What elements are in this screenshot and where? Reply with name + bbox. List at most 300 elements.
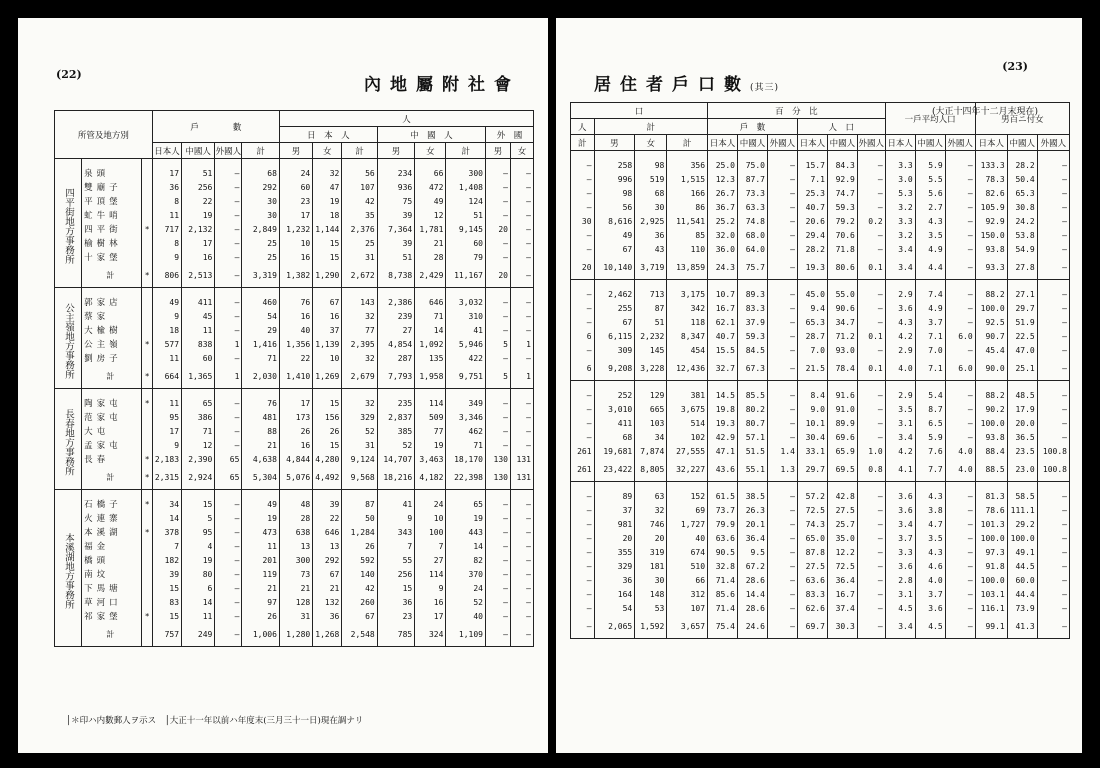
cell-value: 37: [313, 324, 342, 338]
total-row: [55, 265, 534, 288]
cell-value: 1,284: [342, 526, 377, 540]
cell-value: 92.9: [827, 173, 857, 187]
total-value: 4.1: [885, 459, 915, 482]
cell-value: 329: [594, 560, 635, 574]
total-value: 1,268: [313, 624, 342, 647]
cell-value: 2.9: [885, 381, 915, 404]
header-jp-female: 女: [313, 143, 342, 159]
total-value: 2,065: [594, 616, 635, 639]
cell-value: 514: [667, 417, 708, 431]
cell-value: 49.1: [1007, 546, 1037, 560]
cell-value: 16: [415, 596, 446, 610]
cell-value: 135: [415, 352, 446, 366]
cell-value: —: [510, 526, 533, 540]
total-value: 11,167: [446, 265, 486, 288]
cell-value: 10.1: [797, 417, 827, 431]
total-value: —: [945, 257, 975, 280]
table-row: [55, 425, 534, 439]
cell-value: 24: [279, 159, 312, 182]
cell-value: 67: [313, 568, 342, 582]
cell-value: 7.0: [797, 344, 827, 358]
cell-value: —: [1037, 344, 1069, 358]
table-row: [55, 568, 534, 582]
cell-value: —: [485, 209, 510, 223]
cell-value: —: [215, 568, 242, 582]
cell-value: —: [215, 251, 242, 265]
cell-value: 14: [415, 324, 446, 338]
cell-value: 7,364: [377, 223, 414, 237]
cell-value: 4.5: [885, 602, 915, 616]
cell-value: 2,925: [635, 215, 667, 229]
cell-value: 40.7: [708, 330, 738, 344]
cell-value: —: [857, 243, 885, 257]
total-value: —: [767, 616, 797, 639]
total-value: —: [857, 616, 885, 639]
cell-value: 509: [415, 411, 446, 425]
cell-value: 70.6: [827, 229, 857, 243]
cell-value: 42: [342, 195, 377, 209]
cell-value: 14: [182, 596, 215, 610]
cell-value: —: [215, 582, 242, 596]
cell-value: 44.4: [1007, 588, 1037, 602]
total-value: 1: [215, 366, 242, 389]
header-jp-total: 計: [342, 143, 377, 159]
cell-value: 481: [242, 411, 280, 425]
cell-value: 30: [571, 215, 595, 229]
cell-value: 27: [377, 324, 414, 338]
cell-value: —: [485, 352, 510, 366]
cell-value: 36: [635, 229, 667, 243]
right-page: [556, 18, 1082, 753]
cell-value: 936: [377, 181, 414, 195]
cell-value: 23.5: [1007, 445, 1037, 459]
cell-value: —: [510, 425, 533, 439]
cell-value: 52: [377, 439, 414, 453]
place-name: 長春: [82, 453, 142, 467]
total-value: 41.3: [1007, 616, 1037, 639]
cell-value: 32.8: [708, 560, 738, 574]
header-cn-female: 女: [415, 143, 446, 159]
cell-value: 116.1: [975, 602, 1007, 616]
total-value: —: [767, 358, 797, 381]
cell-value: 386: [182, 411, 215, 425]
cell-value: 356: [667, 151, 708, 174]
cell-value: 26.3: [737, 504, 767, 518]
total-value: 324: [415, 624, 446, 647]
total-value: 20: [571, 257, 595, 280]
cell-value: 74.3: [797, 518, 827, 532]
cell-value: 3.3: [885, 546, 915, 560]
total-value: —: [215, 624, 242, 647]
total-value: 5: [485, 366, 510, 389]
footnote-marker: *: [142, 610, 152, 624]
cell-value: 4.3: [885, 316, 915, 330]
cell-value: 9.5: [737, 546, 767, 560]
table-row: [55, 209, 534, 223]
cell-value: —: [945, 602, 975, 616]
total-value: 24.3: [708, 257, 738, 280]
cell-value: 89.3: [737, 280, 767, 303]
cell-value: 71: [446, 439, 486, 453]
cell-value: 42.8: [827, 482, 857, 505]
cell-value: 68: [635, 187, 667, 201]
cell-value: 15: [313, 389, 342, 412]
footnote-marker: [142, 352, 152, 366]
header-r-h-jp: 日本人: [708, 135, 738, 151]
header-jp-male: 男: [279, 143, 312, 159]
cell-value: 5.4: [915, 381, 945, 404]
footnote-marker: [142, 540, 152, 554]
table-row: [55, 411, 534, 425]
cell-value: 7.1: [915, 330, 945, 344]
cell-value: —: [215, 610, 242, 624]
cell-value: 60: [279, 181, 312, 195]
cell-value: 422: [446, 352, 486, 366]
cell-value: 42: [342, 582, 377, 596]
cell-value: 111.1: [1007, 504, 1037, 518]
cell-value: 7.0: [915, 344, 945, 358]
header-r-h-fr: 外國人: [767, 135, 797, 151]
cell-value: 69: [667, 504, 708, 518]
cell-value: 69.6: [827, 431, 857, 445]
table-row: [571, 201, 1070, 215]
place-name: 四平街: [82, 223, 142, 237]
cell-value: —: [945, 574, 975, 588]
cell-value: 2,183: [152, 453, 181, 467]
cell-value: 256: [377, 568, 414, 582]
cell-value: —: [510, 554, 533, 568]
cell-value: —: [1037, 482, 1069, 505]
cell-value: 51.9: [1007, 316, 1037, 330]
total-value: 23,422: [594, 459, 635, 482]
table-row: [55, 389, 534, 412]
footnote-marker: [142, 209, 152, 223]
cell-value: 80.7: [737, 417, 767, 431]
cell-value: 996: [594, 173, 635, 187]
header-r-p-fr: 外國人: [857, 135, 885, 151]
footnote-marker: [142, 181, 152, 195]
table-row: [571, 574, 1070, 588]
cell-value: 17: [152, 425, 181, 439]
cell-value: 7.6: [915, 445, 945, 459]
cell-value: 102: [667, 431, 708, 445]
cell-value: —: [215, 209, 242, 223]
cell-value: —: [215, 159, 242, 182]
cell-value: 592: [342, 554, 377, 568]
cell-value: 52: [342, 425, 377, 439]
cell-value: 11,541: [667, 215, 708, 229]
cell-value: 1,781: [415, 223, 446, 237]
total-row: [55, 624, 534, 647]
place-name: 蔡家: [82, 310, 142, 324]
cell-value: 14.4: [737, 588, 767, 602]
cell-value: 3,463: [415, 453, 446, 467]
cell-value: —: [767, 482, 797, 505]
office-name: 四平街地方事務所: [55, 159, 82, 288]
cell-value: 19: [182, 554, 215, 568]
table-row: [571, 344, 1070, 358]
cell-value: 24.2: [1007, 215, 1037, 229]
total-row: [571, 616, 1070, 639]
cell-value: 57.2: [797, 482, 827, 505]
cell-value: 21: [279, 582, 312, 596]
table-row: [571, 532, 1070, 546]
cell-value: —: [1037, 602, 1069, 616]
cell-value: 90.7: [975, 330, 1007, 344]
cell-value: 41: [446, 324, 486, 338]
table-row: [571, 316, 1070, 330]
cell-value: 91.0: [827, 403, 857, 417]
cell-value: 37.4: [827, 602, 857, 616]
cell-value: —: [215, 310, 242, 324]
cell-value: 30.4: [797, 431, 827, 445]
table-row: [571, 431, 1070, 445]
cell-value: 3,032: [446, 288, 486, 311]
cell-value: 15.5: [708, 344, 738, 358]
footnote-marker: *: [142, 467, 152, 490]
cell-value: 12.3: [708, 173, 738, 187]
cell-value: 89.9: [827, 417, 857, 431]
cell-value: 83.3: [737, 302, 767, 316]
cell-value: 713: [635, 280, 667, 303]
total-value: 55.1: [737, 459, 767, 482]
cell-value: 3.4: [885, 518, 915, 532]
place-name: 石橋子: [82, 490, 142, 513]
cell-value: —: [945, 588, 975, 602]
total-value: 806: [152, 265, 181, 288]
cell-value: 8: [152, 237, 181, 251]
cell-value: —: [1037, 187, 1069, 201]
cell-value: 381: [667, 381, 708, 404]
cell-value: 78.6: [975, 504, 1007, 518]
cell-value: 473: [242, 526, 280, 540]
cell-value: 105.9: [975, 201, 1007, 215]
cell-value: —: [510, 568, 533, 582]
cell-value: 41: [377, 490, 414, 513]
total-value: 1,269: [313, 366, 342, 389]
cell-value: —: [945, 215, 975, 229]
cell-value: 47: [313, 181, 342, 195]
table-row: [55, 159, 534, 182]
cell-value: 37.9: [737, 316, 767, 330]
cell-value: 80.2: [737, 403, 767, 417]
cell-value: 15: [152, 610, 181, 624]
total-value: 65: [215, 467, 242, 490]
total-value: 9,751: [446, 366, 486, 389]
cell-value: 59.3: [827, 201, 857, 215]
cell-value: 107: [342, 181, 377, 195]
footnote-marker: [142, 237, 152, 251]
cell-value: —: [215, 490, 242, 513]
cell-value: 16: [279, 251, 312, 265]
cell-value: —: [510, 310, 533, 324]
cell-value: 17: [152, 159, 181, 182]
cell-value: 460: [242, 288, 280, 311]
cell-value: 60: [446, 237, 486, 251]
header-r-female: 女: [635, 135, 667, 151]
cell-value: 4,844: [279, 453, 312, 467]
cell-value: 71.8: [827, 243, 857, 257]
cell-value: 148: [635, 588, 667, 602]
cell-value: —: [485, 310, 510, 324]
cell-value: 36.5: [1007, 431, 1037, 445]
table-row: [55, 181, 534, 195]
cell-value: 51: [182, 159, 215, 182]
cell-value: 79: [446, 251, 486, 265]
header-foreign: 外 國: [485, 127, 533, 143]
footnote-marker: *: [142, 453, 152, 467]
cell-value: 10: [279, 237, 312, 251]
cell-value: 71: [182, 425, 215, 439]
cell-value: 100.0: [975, 574, 1007, 588]
cell-value: 981: [594, 518, 635, 532]
cell-value: 1,144: [313, 223, 342, 237]
total-value: 2,679: [342, 366, 377, 389]
cell-value: 28.2: [1007, 151, 1037, 174]
footnote-marker: *: [142, 526, 152, 540]
cell-value: 95: [152, 411, 181, 425]
cell-value: —: [1037, 280, 1069, 303]
cell-value: 256: [182, 181, 215, 195]
cell-value: 31: [342, 439, 377, 453]
cell-value: 3.1: [885, 588, 915, 602]
cell-value: 15: [182, 490, 215, 513]
total-value: 4.4: [915, 257, 945, 280]
cell-value: —: [767, 560, 797, 574]
cell-value: 443: [446, 526, 486, 540]
cell-value: —: [767, 330, 797, 344]
header-r-s-jp: 日本人: [975, 135, 1007, 151]
cell-value: 68: [242, 159, 280, 182]
total-value: 2,030: [242, 366, 280, 389]
cell-value: —: [945, 417, 975, 431]
page-number-left: (22): [56, 68, 82, 81]
cell-value: 261: [571, 445, 595, 459]
table-row: [55, 582, 534, 596]
total-value: 19.3: [797, 257, 827, 280]
cell-value: 5.5: [915, 173, 945, 187]
header-col-cn: 中國人: [182, 143, 215, 159]
cell-value: 74.8: [737, 215, 767, 229]
cell-value: 73.3: [737, 187, 767, 201]
cell-value: 79.9: [708, 518, 738, 532]
footnote-marker: [142, 324, 152, 338]
cell-value: 3.6: [915, 602, 945, 616]
cell-value: 646: [415, 288, 446, 311]
cell-value: 235: [377, 389, 414, 412]
cell-value: 73.9: [1007, 602, 1037, 616]
place-name: 郭家店: [82, 288, 142, 311]
cell-value: 25: [242, 237, 280, 251]
cell-value: 1,356: [279, 338, 312, 352]
footnote-marker: [142, 439, 152, 453]
cell-value: 19: [446, 512, 486, 526]
cell-value: —: [767, 229, 797, 243]
cell-value: —: [767, 518, 797, 532]
cell-value: 15: [313, 237, 342, 251]
cell-value: 30.8: [1007, 201, 1037, 215]
place-name: 十家堡: [82, 251, 142, 265]
cell-value: 60: [182, 352, 215, 366]
cell-value: 77: [342, 324, 377, 338]
cell-value: —: [857, 560, 885, 574]
cell-value: 87.8: [797, 546, 827, 560]
cell-value: —: [215, 352, 242, 366]
cell-value: 65.9: [827, 445, 857, 459]
table-row: [55, 251, 534, 265]
cell-value: 29.7: [1007, 302, 1037, 316]
cell-value: —: [1037, 417, 1069, 431]
cell-value: 20: [485, 223, 510, 237]
total-value: 100.8: [1037, 459, 1069, 482]
cell-value: —: [945, 381, 975, 404]
cell-value: 11: [242, 540, 280, 554]
cell-value: —: [215, 288, 242, 311]
cell-value: 255: [594, 302, 635, 316]
cell-value: 12: [182, 439, 215, 453]
cell-value: 5.3: [885, 187, 915, 201]
cell-value: 65: [446, 490, 486, 513]
cell-value: 71.4: [708, 574, 738, 588]
cell-value: 2,132: [182, 223, 215, 237]
cell-value: 45.0: [797, 280, 827, 303]
cell-value: 19: [182, 209, 215, 223]
cell-value: 87: [342, 490, 377, 513]
header-r-a-jp: 日本人: [885, 135, 915, 151]
place-name: 草河口: [82, 596, 142, 610]
total-value: —: [1037, 616, 1069, 639]
cell-value: 166: [667, 187, 708, 201]
cell-value: 8,347: [667, 330, 708, 344]
cell-value: 39: [377, 237, 414, 251]
cell-value: 20: [594, 532, 635, 546]
total-value: 1,382: [279, 265, 312, 288]
total-value: 757: [152, 624, 181, 647]
total-value: 2,672: [342, 265, 377, 288]
place-name: 下馬塘: [82, 582, 142, 596]
cell-value: 50: [342, 512, 377, 526]
footnote-marker: [142, 596, 152, 610]
footnote-marker: *: [142, 265, 152, 288]
cell-value: 5,946: [446, 338, 486, 352]
total-value: 43.6: [708, 459, 738, 482]
cell-value: —: [571, 187, 595, 201]
office-name: 長春地方事務所: [55, 389, 82, 490]
cell-value: —: [485, 288, 510, 311]
cell-value: 21: [415, 237, 446, 251]
total-row: [571, 459, 1070, 482]
cell-value: 2,386: [377, 288, 414, 311]
cell-value: 19.8: [708, 403, 738, 417]
cell-value: 2,462: [594, 280, 635, 303]
cell-value: —: [767, 381, 797, 404]
cell-value: 28.6: [737, 602, 767, 616]
cell-value: 4.3: [915, 215, 945, 229]
cell-value: 8.7: [915, 403, 945, 417]
cell-value: 100.8: [1037, 445, 1069, 459]
cell-value: 16: [182, 251, 215, 265]
cell-value: 100: [415, 526, 446, 540]
cell-value: 18,170: [446, 453, 486, 467]
cell-value: 44.5: [1007, 560, 1037, 574]
cell-value: 674: [667, 546, 708, 560]
cell-value: 26: [342, 540, 377, 554]
cell-value: —: [945, 344, 975, 358]
cell-value: —: [510, 223, 533, 237]
cell-value: 49: [415, 195, 446, 209]
cell-value: 3.4: [885, 431, 915, 445]
total-value: 69.7: [797, 616, 827, 639]
